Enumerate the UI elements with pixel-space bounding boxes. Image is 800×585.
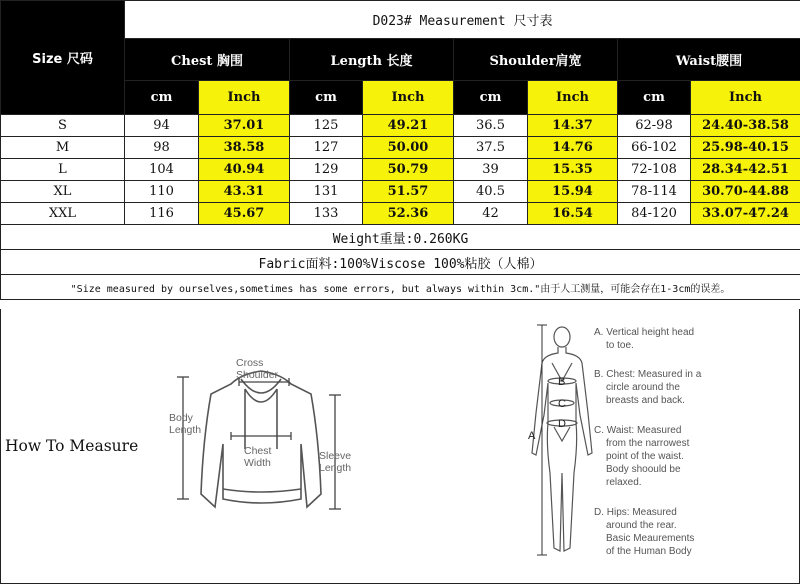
size-label: L <box>1 159 125 181</box>
body-note-line: from the narrowest <box>606 438 690 449</box>
body-note-line: around the rear. <box>606 520 677 531</box>
inch-cell: 30.70-44.88 <box>691 181 800 203</box>
inch-cell: 37.01 <box>199 115 290 137</box>
chest-width-label-1: Chest <box>244 445 272 457</box>
cm-cell: 66-102 <box>618 137 691 159</box>
inch-cell: 50.00 <box>363 137 454 159</box>
size-rows <box>1 115 800 225</box>
sleeve-length-label-2: Length <box>319 462 352 474</box>
inch-cell: 16.54 <box>528 203 618 225</box>
size-label: M <box>1 137 125 159</box>
inch-cell: 24.40-38.58 <box>691 115 800 137</box>
cm-cell: 42 <box>454 203 528 225</box>
size-label: XXL <box>1 203 125 225</box>
inch-cell: 51.57 <box>363 181 454 203</box>
body-note-line: circle around the <box>606 382 680 393</box>
inch-cell: 14.76 <box>528 137 618 159</box>
length-header: Length 长度 <box>290 39 454 81</box>
cm-cell: 62-98 <box>618 115 691 137</box>
table-row <box>1 203 800 225</box>
sleeve-length-label-1: Sleeve <box>319 450 352 462</box>
body-note-line: relaxed. <box>606 477 642 488</box>
unit-cm: cm <box>290 81 363 115</box>
waist-header: Waist腰围 <box>618 39 800 81</box>
cm-cell: 94 <box>125 115 199 137</box>
unit-inch: Inch <box>199 81 290 115</box>
body-notes <box>594 327 702 557</box>
inch-cell: 15.35 <box>528 159 618 181</box>
body-note-line: of the Human Body <box>606 546 692 557</box>
inch-cell: 14.37 <box>528 115 618 137</box>
body-note-line: Body shoould be <box>606 464 681 475</box>
unit-inch: Inch <box>528 81 618 115</box>
cm-cell: 84-120 <box>618 203 691 225</box>
cm-cell: 129 <box>290 159 363 181</box>
garment-measure-diagram <box>161 349 366 529</box>
unit-cm: cm <box>618 81 691 115</box>
chest-width-label-2: Width <box>244 457 271 469</box>
cm-cell: 125 <box>290 115 363 137</box>
cm-cell: 40.5 <box>454 181 528 203</box>
cm-cell: 116 <box>125 203 199 225</box>
body-length-label-2: Length <box>169 424 202 436</box>
body-note-line: point of the waist. <box>606 451 684 462</box>
body-note-line: D. Hips: Measured <box>594 507 677 518</box>
chart-title: D023# Measurement 尺寸表 <box>125 1 800 39</box>
size-header: Size 尺码 <box>1 1 125 115</box>
body-measure-diagram <box>514 323 794 575</box>
unit-cm: cm <box>454 81 528 115</box>
unit-inch: Inch <box>691 81 800 115</box>
cm-cell: 131 <box>290 181 363 203</box>
cm-cell: 127 <box>290 137 363 159</box>
disclaimer-note: "Size measured by ourselves,sometimes has some errors, but always within 3cm."由于人工测量，可能会存在1-3cm的误差。 <box>1 275 800 300</box>
body-letter-c: C <box>558 398 566 410</box>
body-letter-d: D <box>558 418 566 430</box>
weight-note: Weight重量:0.260KG <box>1 225 800 250</box>
inch-cell: 45.67 <box>199 203 290 225</box>
cm-cell: 36.5 <box>454 115 528 137</box>
inch-cell: 33.07-47.24 <box>691 203 800 225</box>
cross-shoulder-label-1: Cross <box>236 357 264 369</box>
cm-cell: 110 <box>125 181 199 203</box>
inch-cell: 28.34-42.51 <box>691 159 800 181</box>
chest-header: Chest 胸围 <box>125 39 290 81</box>
cm-cell: 72-108 <box>618 159 691 181</box>
inch-cell: 49.21 <box>363 115 454 137</box>
shoulder-header: Shoulder肩宽 <box>454 39 618 81</box>
table-row <box>1 181 800 203</box>
table-row <box>1 159 800 181</box>
cross-shoulder-label-2: Shoulder <box>236 369 279 381</box>
inch-cell: 50.79 <box>363 159 454 181</box>
cm-cell: 98 <box>125 137 199 159</box>
fabric-note: Fabric面料:100%Viscose 100%粘胶（人棉） <box>1 250 800 275</box>
inch-cell: 52.36 <box>363 203 454 225</box>
table-row <box>1 137 800 159</box>
inch-cell: 25.98-40.15 <box>691 137 800 159</box>
inch-cell: 43.31 <box>199 181 290 203</box>
size-label: S <box>1 115 125 137</box>
body-note-line: A. Vertical height head <box>594 327 695 338</box>
body-letter-b: B <box>558 376 566 388</box>
body-note-line: to toe. <box>606 340 634 351</box>
table-row <box>1 115 800 137</box>
cm-cell: 133 <box>290 203 363 225</box>
cm-cell: 104 <box>125 159 199 181</box>
inch-cell: 40.94 <box>199 159 290 181</box>
cm-cell: 39 <box>454 159 528 181</box>
body-note-line: B. Chest: Measured in a <box>594 369 702 380</box>
inch-cell: 15.94 <box>528 181 618 203</box>
cm-cell: 37.5 <box>454 137 528 159</box>
size-label: XL <box>1 181 125 203</box>
inch-cell: 38.58 <box>199 137 290 159</box>
unit-cm: cm <box>125 81 199 115</box>
body-length-label-1: Body <box>169 412 193 424</box>
body-note-line: Basic Meaurements <box>606 533 695 544</box>
how-to-measure-panel <box>0 309 800 584</box>
body-note-line: breasts and back. <box>606 395 685 406</box>
body-letter-a: A <box>528 430 536 442</box>
how-to-measure-label: How To Measure <box>5 437 139 455</box>
unit-inch: Inch <box>363 81 454 115</box>
body-note-line: C. Waist: Measured <box>594 425 682 436</box>
cm-cell: 78-114 <box>618 181 691 203</box>
